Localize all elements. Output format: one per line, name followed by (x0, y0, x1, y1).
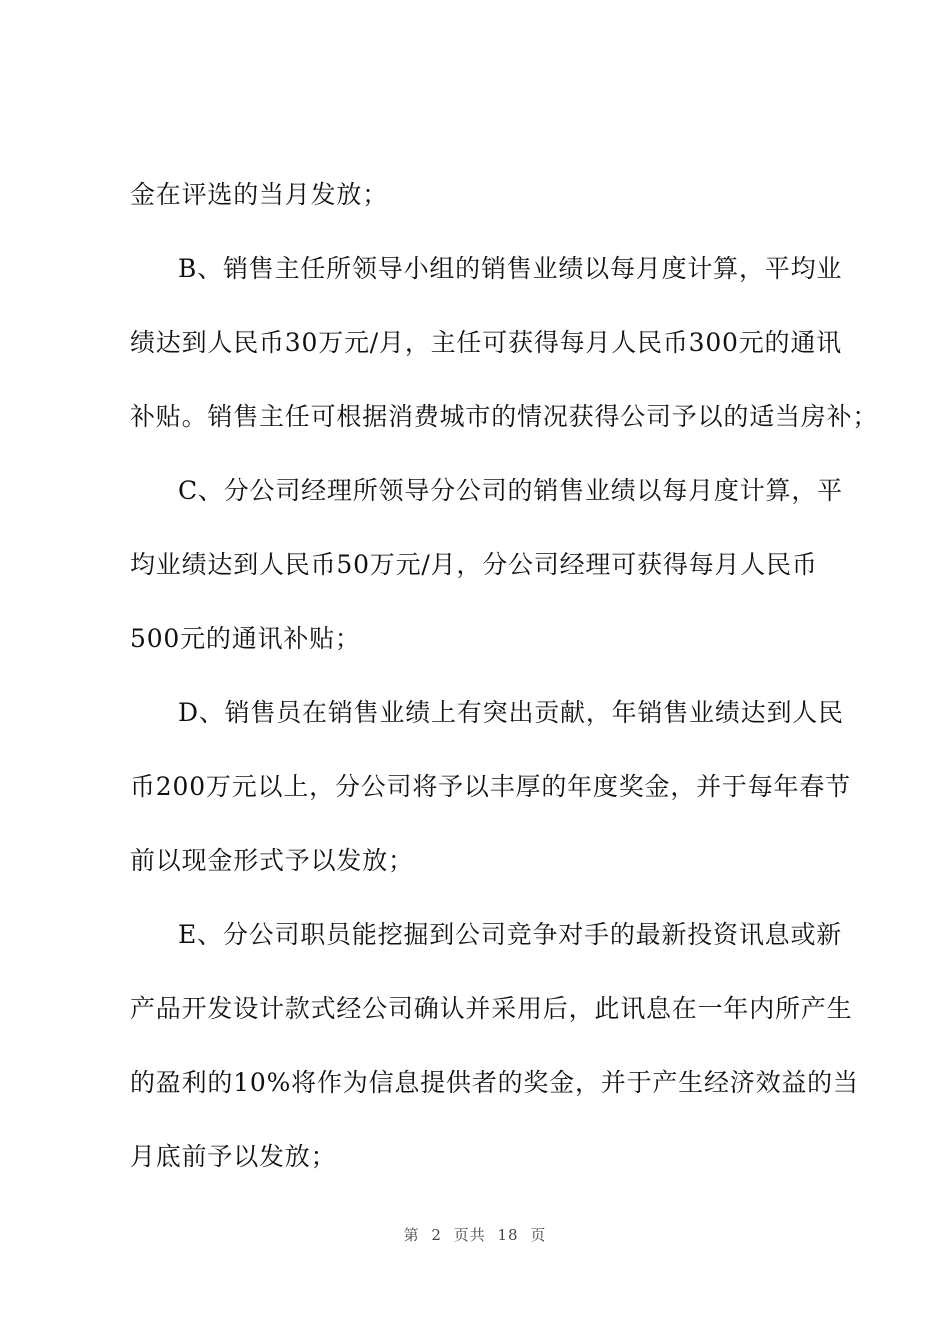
text-line: 前以现金形式予以发放； (130, 846, 414, 875)
text-line: 产品开发设计款式经公司确认并采用后，此讯息在一年内所产生 (130, 994, 853, 1023)
text-line: 绩达到人民币30万元/月，主任可获得每月人民币300元的通讯 (130, 328, 842, 357)
text-line: 月底前予以发放； (130, 1142, 337, 1171)
text-line: B、销售主任所领导小组的销售业绩以每月度计算，平均业 (178, 254, 843, 283)
text-line: 币200万元以上，分公司将予以丰厚的年度奖金，并于每年春节 (130, 772, 851, 801)
page-number-footer: 第 2 页共 18 页 (403, 1226, 547, 1244)
text-line: 金在评选的当月发放； (130, 180, 389, 209)
text-line: C、分公司经理所领导分公司的销售业绩以每月度计算，平 (178, 476, 843, 505)
text-line: 均业绩达到人民币50万元/月，分公司经理可获得每月人民币 (130, 550, 818, 579)
text-line: 的盈利的10%将作为信息提供者的奖金，并于产生经济效益的当 (130, 1068, 859, 1097)
text-line: D、销售员在销售业绩上有突出贡献，年销售业绩达到人民 (178, 698, 844, 727)
text-line: E、分公司职员能挖掘到公司竞争对手的最新投资讯息或新 (178, 920, 843, 949)
text-line: 500元的通讯补贴； (130, 624, 361, 653)
text-line: 补贴。销售主任可根据消费城市的情况获得公司予以的适当房补； (130, 402, 879, 431)
